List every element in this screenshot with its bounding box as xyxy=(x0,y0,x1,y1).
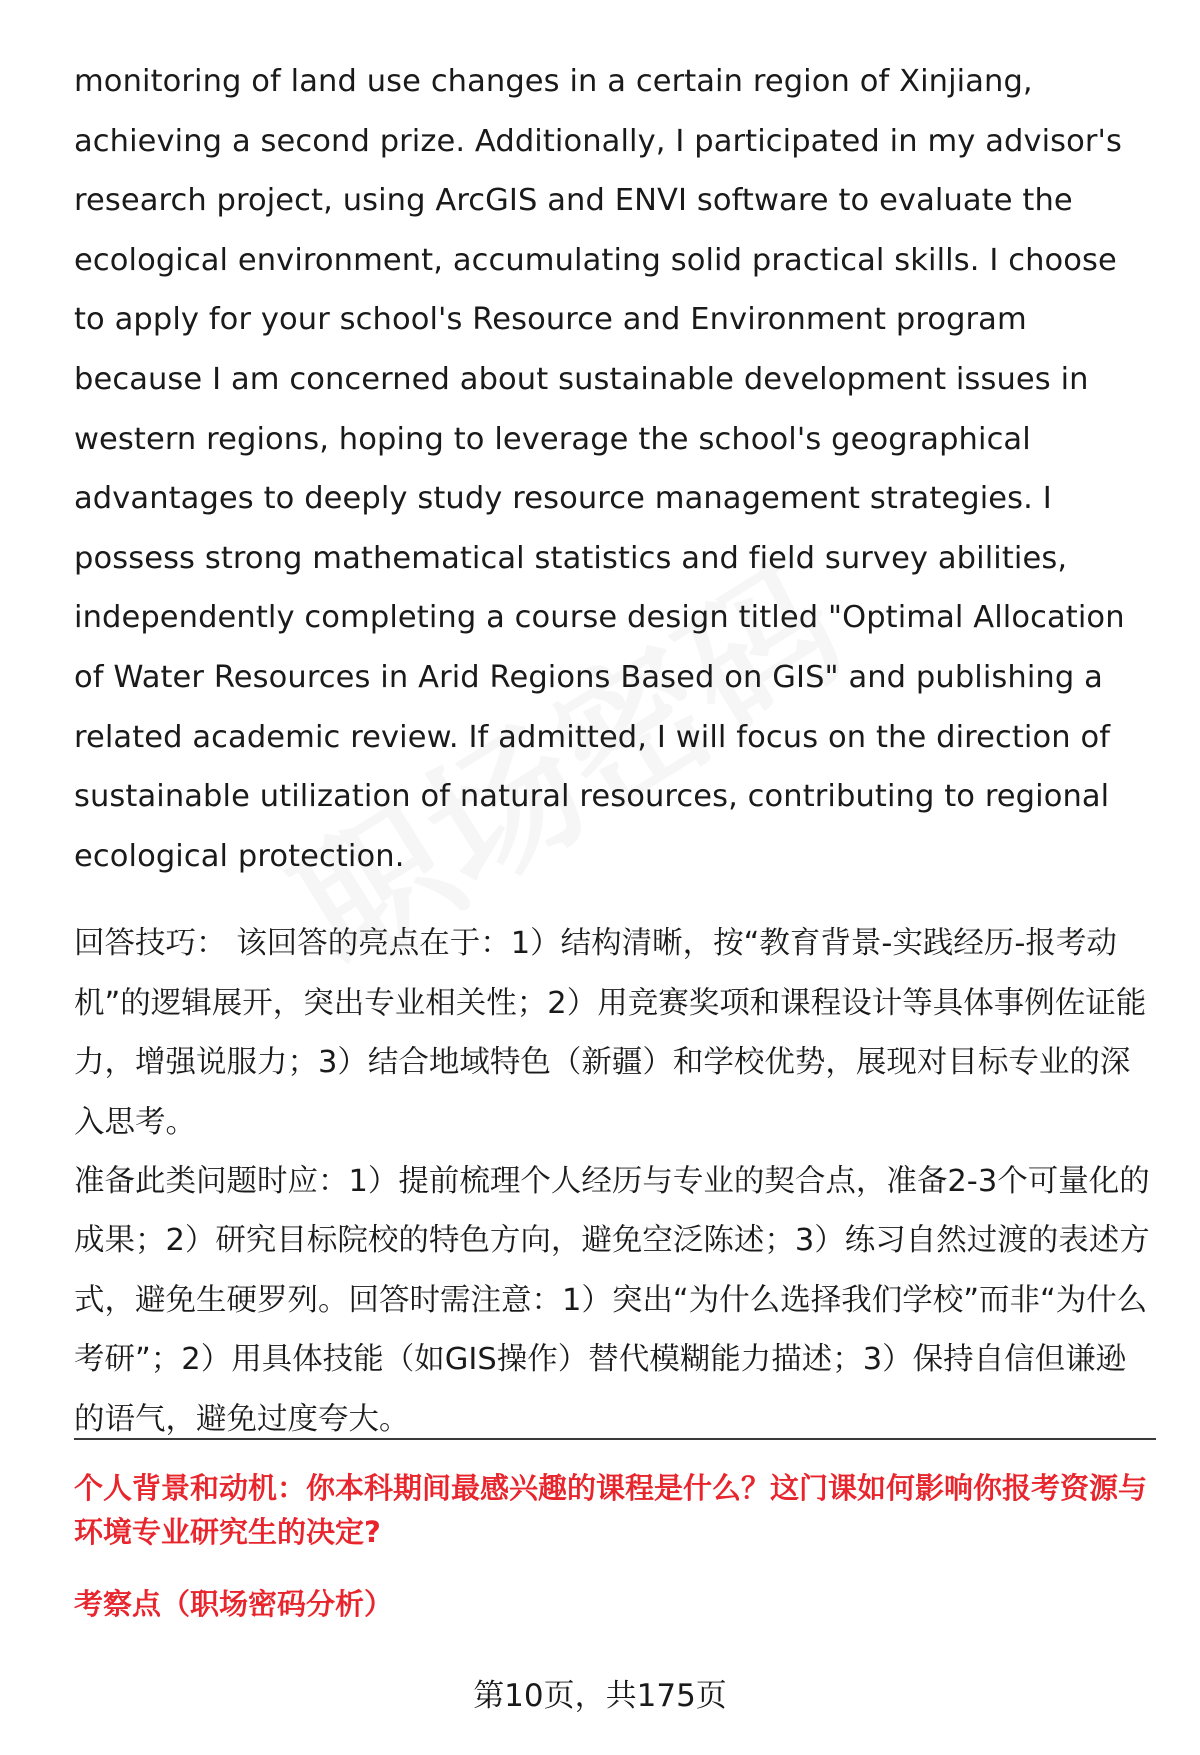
answer-tips: 回答技巧： 该回答的亮点在于：1）结构清晰，按“教育背景-实践经历-报考动机”的逻辑展开，突出专业相关性；2）用竞赛奖项和课程设计等具体事例佐证能力，增强说服力；3）结合地域特色（新疆）和学校优势，展现对目标专业的深入思考。 xyxy=(74,926,1147,1140)
page-number-footer: 第10页，共175页 xyxy=(473,1678,727,1714)
sample-answer-english: monitoring of land use changes in a certain region of Xinjiang, achieving a second prize. Additionally, I participated in my advisor's research project, using ArcGIS and ENVI software to evaluate the ecological environment, accumulating solid practical skills. I choose to apply for your school's Resource and Environment program because I am concerned about sustainable development issues in western regions, hoping to leverage the school's geographical advantages to deeply study resource management strategies. I possess strong mathematical statistics and field survey abilities, independently completing a course design titled "Optimal Allocation of Water Resources in Arid Regions Based on GIS" and publishing a related academic review. If admitted, I will focus on the direction of sustainable utilization of natural resources, contributing to regional ecological protection. xyxy=(74,64,1125,874)
exam-point-heading: 考察点（职场密码分析） xyxy=(74,1587,394,1621)
preparation-advice: 准备此类问题时应：1）提前梳理个人经历与专业的契合点，准备2-3个可量化的成果；2）研究目标院校的特色方向，避免空泛陈述；3）练习自然过渡的表述方式，避免生硬罗列。回答时需注意：1）突出“为什么选择我们学校”而非“为什么考研”；2）用具体技能（如GIS操作）替代模糊能力描述；3）保持自信但谦逊的语气，避免过度夸大。 xyxy=(74,1163,1150,1437)
interview-question-heading: 个人背景和动机：你本科期间最感兴趣的课程是什么？这门课如何影响你报考资源与环境专业研究生的决定? xyxy=(74,1471,1148,1549)
section-divider xyxy=(74,1438,1156,1440)
page-content xyxy=(74,52,1154,1449)
